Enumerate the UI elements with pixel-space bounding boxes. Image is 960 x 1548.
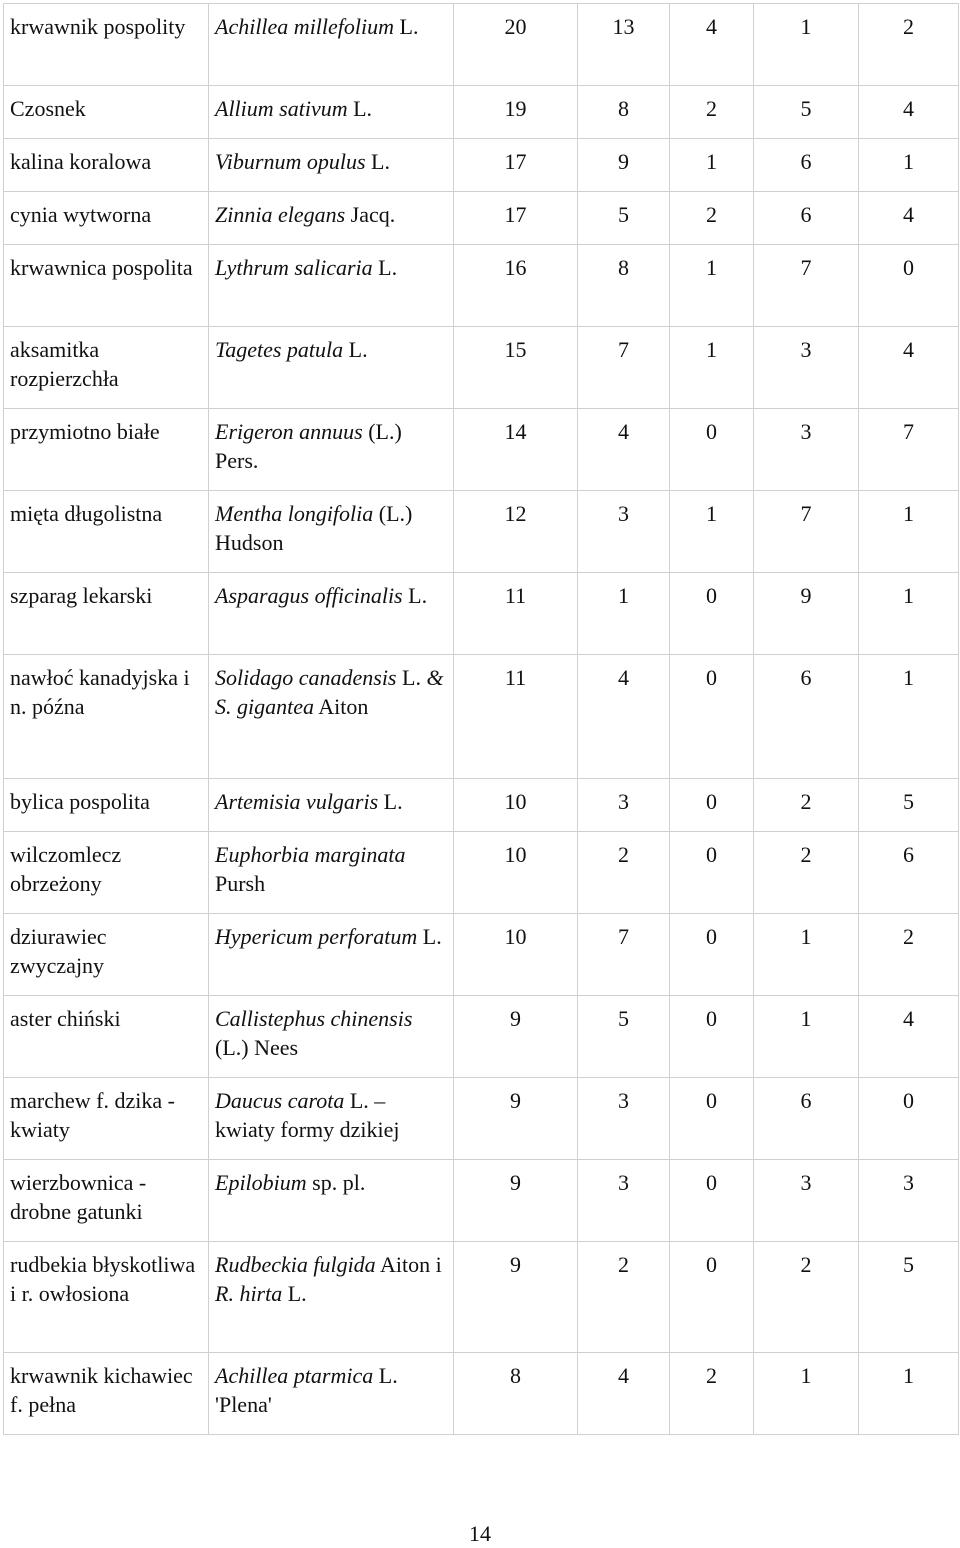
count-cell: 1	[754, 1353, 859, 1435]
count-cell: 1	[859, 1353, 959, 1435]
latin-name-cell	[209, 139, 454, 192]
table-row	[4, 996, 959, 1078]
latin-name-italic: Rudbeckia fulgida	[215, 1252, 376, 1277]
latin-name-cell	[209, 1242, 454, 1353]
count-cell: 1	[754, 996, 859, 1078]
count-cell: 1	[670, 491, 754, 573]
table-row	[4, 245, 959, 327]
latin-name-author: L.	[343, 337, 368, 362]
count-cell: 0	[670, 996, 754, 1078]
count-cell: 8	[578, 245, 670, 327]
table-row	[4, 655, 959, 779]
count-cell: 6	[754, 192, 859, 245]
count-cell: 6	[754, 655, 859, 779]
latin-name-line	[215, 94, 447, 123]
latin-name-italic: Achillea millefolium	[215, 14, 395, 39]
count-cell: 2	[754, 779, 859, 832]
count-cell: 2	[754, 832, 859, 914]
count-cell: 9	[454, 996, 578, 1078]
count-cell: 0	[670, 1078, 754, 1160]
count-cell: 3	[578, 1078, 670, 1160]
latin-name-author: (L.) Nees	[215, 1035, 299, 1060]
common-name-cell: krwawnik kichawiec f. pełna	[4, 1353, 209, 1435]
latin-name-italic: R. hirta	[215, 1281, 283, 1306]
latin-name-author: sp. pl.	[306, 1170, 366, 1195]
latin-name-cell	[209, 192, 454, 245]
count-cell: 7	[578, 914, 670, 996]
latin-name-line	[215, 840, 447, 898]
count-cell: 1	[754, 4, 859, 86]
count-cell: 2	[578, 832, 670, 914]
latin-name-line	[215, 581, 447, 610]
latin-name-italic: Asparagus officinalis	[215, 583, 403, 608]
count-cell: 1	[578, 573, 670, 655]
latin-name-cell	[209, 327, 454, 409]
count-cell: 0	[670, 832, 754, 914]
count-cell: 2	[670, 86, 754, 139]
latin-name-author: L.	[365, 149, 390, 174]
count-cell: 9	[454, 1242, 578, 1353]
latin-name-italic: Allium sativum	[215, 96, 348, 121]
common-name-cell: przymiotno białe	[4, 409, 209, 491]
count-cell: 17	[454, 192, 578, 245]
count-cell: 3	[754, 327, 859, 409]
count-cell: 2	[578, 1242, 670, 1353]
latin-name-line	[215, 499, 447, 557]
table-row	[4, 1353, 959, 1435]
latin-name-cell	[209, 86, 454, 139]
common-name-cell: kalina koralowa	[4, 139, 209, 192]
latin-name-italic: Mentha longifolia	[215, 501, 374, 526]
count-cell: 10	[454, 832, 578, 914]
latin-name-italic: Achillea ptarmica	[215, 1363, 374, 1388]
table-row	[4, 1078, 959, 1160]
common-name-cell: aster chiński	[4, 996, 209, 1078]
table-row	[4, 4, 959, 86]
common-name-cell: Czosnek	[4, 86, 209, 139]
count-cell: 0	[670, 573, 754, 655]
common-name-cell: nawłoć kanadyjska i n. późna	[4, 655, 209, 779]
count-cell: 4	[578, 409, 670, 491]
count-cell: 4	[859, 996, 959, 1078]
count-cell: 5	[754, 86, 859, 139]
count-cell: 4	[578, 655, 670, 779]
latin-name-line	[215, 335, 447, 364]
common-name-cell: krwawnik pospolity	[4, 4, 209, 86]
common-name-cell: aksamitka rozpierzchła	[4, 327, 209, 409]
count-cell: 13	[578, 4, 670, 86]
table-row	[4, 192, 959, 245]
count-cell: 7	[754, 245, 859, 327]
table-row	[4, 86, 959, 139]
count-cell: 6	[859, 832, 959, 914]
common-name-cell: krwawnica pospolita	[4, 245, 209, 327]
table-row	[4, 139, 959, 192]
count-cell: 3	[754, 409, 859, 491]
latin-name-line	[215, 1361, 447, 1419]
latin-name-line	[215, 663, 447, 692]
latin-name-cell	[209, 573, 454, 655]
latin-name-cell	[209, 4, 454, 86]
count-cell: 9	[454, 1078, 578, 1160]
table-row	[4, 573, 959, 655]
latin-name-italic: Artemisia vulgaris	[215, 789, 379, 814]
count-cell: 20	[454, 4, 578, 86]
count-cell: 11	[454, 573, 578, 655]
latin-name-cell	[209, 832, 454, 914]
count-cell: 1	[670, 139, 754, 192]
count-cell: 17	[454, 139, 578, 192]
count-cell: 11	[454, 655, 578, 779]
count-cell: 0	[670, 1242, 754, 1353]
common-name-cell: marchew f. dzika - kwiaty	[4, 1078, 209, 1160]
count-cell: 0	[670, 409, 754, 491]
count-cell: 8	[454, 1353, 578, 1435]
latin-name-author: Pursh	[215, 871, 266, 896]
count-cell: 2	[670, 192, 754, 245]
count-cell: 3	[859, 1160, 959, 1242]
count-cell: 4	[578, 1353, 670, 1435]
count-cell: 5	[578, 192, 670, 245]
count-cell: 2	[670, 1353, 754, 1435]
table-row	[4, 491, 959, 573]
latin-name-author: L.	[402, 583, 428, 608]
count-cell: 19	[454, 86, 578, 139]
common-name-cell: rudbekia błyskotliwa i r. owłosiona	[4, 1242, 209, 1353]
latin-name-line	[215, 1168, 447, 1197]
common-name-cell: bylica pospolita	[4, 779, 209, 832]
count-cell: 0	[859, 1078, 959, 1160]
latin-name-italic: Callistephus chinensis	[215, 1006, 413, 1031]
latin-name-line	[215, 922, 447, 951]
count-cell: 9	[454, 1160, 578, 1242]
count-cell: 0	[670, 1160, 754, 1242]
latin-name-italic: Zinnia elegans	[215, 202, 346, 227]
latin-name-italic: Epilobium	[215, 1170, 307, 1195]
latin-name-line	[215, 1086, 447, 1144]
latin-name-author: L.	[417, 924, 442, 949]
page-number: 14	[469, 1521, 491, 1546]
count-cell: 10	[454, 779, 578, 832]
latin-name-cell	[209, 491, 454, 573]
count-cell: 0	[859, 245, 959, 327]
table-row	[4, 779, 959, 832]
common-name-cell: mięta długolistna	[4, 491, 209, 573]
latin-name-cell	[209, 1353, 454, 1435]
latin-name-line	[215, 1250, 447, 1308]
count-cell: 10	[454, 914, 578, 996]
count-cell: 1	[670, 245, 754, 327]
latin-name-line	[215, 12, 447, 41]
count-cell: 12	[454, 491, 578, 573]
count-cell: 0	[670, 914, 754, 996]
count-cell: 4	[859, 192, 959, 245]
latin-name-line	[215, 417, 447, 475]
latin-name-author: Jacq.	[345, 202, 396, 227]
count-cell: 3	[578, 779, 670, 832]
count-cell: 6	[754, 1078, 859, 1160]
count-cell: 4	[859, 327, 959, 409]
count-cell: 1	[859, 655, 959, 779]
count-cell: 15	[454, 327, 578, 409]
latin-name-italic: Euphorbia marginata	[215, 842, 406, 867]
count-cell: 5	[859, 779, 959, 832]
count-cell: 6	[754, 139, 859, 192]
count-cell: 2	[859, 914, 959, 996]
table-row	[4, 832, 959, 914]
table-row	[4, 1242, 959, 1353]
count-cell: 7	[578, 327, 670, 409]
latin-name-line	[215, 147, 447, 176]
count-cell: 9	[578, 139, 670, 192]
count-cell: 2	[859, 4, 959, 86]
latin-name-line	[215, 253, 447, 282]
latin-name-cell	[209, 914, 454, 996]
count-cell: 8	[578, 86, 670, 139]
count-cell: 4	[859, 86, 959, 139]
latin-name-cell	[209, 1160, 454, 1242]
count-cell: 1	[859, 573, 959, 655]
count-cell: 1	[859, 139, 959, 192]
count-cell: 1	[754, 914, 859, 996]
common-name-cell: szparag lekarski	[4, 573, 209, 655]
common-name-cell: cynia wytworna	[4, 192, 209, 245]
latin-name-italic: Hypericum perforatum	[215, 924, 418, 949]
latin-name-line	[215, 692, 447, 721]
plant-table	[3, 3, 959, 1435]
latin-name-italic: Solidago canadensis	[215, 665, 397, 690]
latin-name-line	[215, 1004, 447, 1062]
latin-name-author: L.	[372, 255, 398, 280]
latin-name-author: L.	[396, 665, 427, 690]
count-cell: 2	[754, 1242, 859, 1353]
latin-name-italic: Erigeron annuus	[215, 419, 363, 444]
common-name-cell: wilczomlecz obrzeżony	[4, 832, 209, 914]
latin-name-author: L.	[282, 1281, 307, 1306]
count-cell: 3	[754, 1160, 859, 1242]
count-cell: 3	[578, 1160, 670, 1242]
count-cell: 0	[670, 779, 754, 832]
count-cell: 7	[754, 491, 859, 573]
latin-name-author: Aiton	[314, 694, 369, 719]
latin-name-cell	[209, 996, 454, 1078]
common-name-cell: dziurawiec zwyczajny	[4, 914, 209, 996]
table-row	[4, 327, 959, 409]
latin-name-italic: Viburnum opulus	[215, 149, 366, 174]
latin-name-italic: S. gigantea	[215, 694, 314, 719]
latin-name-line	[215, 787, 447, 816]
count-cell: 7	[859, 409, 959, 491]
latin-name-author: Aiton i	[375, 1252, 442, 1277]
latin-name-author: L. 'Plena'	[215, 1363, 398, 1417]
count-cell: 16	[454, 245, 578, 327]
latin-name-author: L.	[347, 96, 373, 121]
latin-name-italic: &	[426, 665, 444, 690]
latin-name-cell	[209, 409, 454, 491]
latin-name-author: L.	[394, 14, 419, 39]
latin-name-cell	[209, 1078, 454, 1160]
latin-name-author: (L.) Pers.	[215, 419, 402, 473]
table-row	[4, 409, 959, 491]
latin-name-cell	[209, 779, 454, 832]
latin-name-author: (L.) Hudson	[215, 501, 413, 555]
table-row	[4, 1160, 959, 1242]
latin-name-cell	[209, 655, 454, 779]
latin-name-author: L. – kwiaty formy dzikiej	[215, 1088, 400, 1142]
count-cell: 5	[859, 1242, 959, 1353]
latin-name-italic: Lythrum salicaria	[215, 255, 373, 280]
count-cell: 4	[670, 4, 754, 86]
latin-name-line	[215, 200, 447, 229]
count-cell: 1	[670, 327, 754, 409]
count-cell: 9	[754, 573, 859, 655]
latin-name-italic: Tagetes patula	[215, 337, 344, 362]
count-cell: 5	[578, 996, 670, 1078]
latin-name-cell	[209, 245, 454, 327]
latin-name-author: L.	[378, 789, 403, 814]
count-cell: 3	[578, 491, 670, 573]
table-body	[4, 4, 959, 1435]
count-cell: 0	[670, 655, 754, 779]
latin-name-italic: Daucus carota	[215, 1088, 345, 1113]
count-cell: 1	[859, 491, 959, 573]
count-cell: 14	[454, 409, 578, 491]
common-name-cell: wierzbownica - drobne gatunki	[4, 1160, 209, 1242]
table-row	[4, 914, 959, 996]
